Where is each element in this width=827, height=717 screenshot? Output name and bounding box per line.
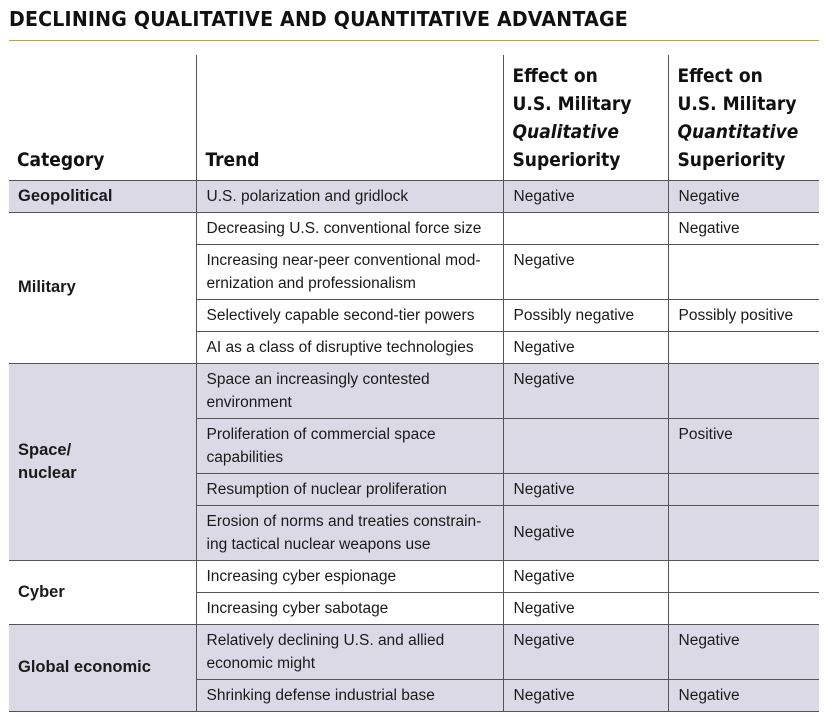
trend-line: Relatively declining U.S. and allied — [206, 631, 445, 649]
trend-cell — [196, 363, 503, 418]
trend-cell — [196, 505, 503, 560]
qualitative-cell: Negative — [503, 505, 668, 560]
trend-cell: Increasing cyber sabotage — [196, 592, 503, 624]
category-cell: Global economic — [9, 624, 196, 711]
category-cell: Cyber — [9, 560, 196, 624]
category-cell — [9, 363, 196, 560]
trend-cell — [196, 624, 503, 679]
quantitative-cell — [668, 363, 819, 418]
trend-cell: Selectively capable second-tier powers — [196, 299, 503, 331]
header-trend: Trend — [196, 55, 503, 180]
header-row — [9, 55, 819, 180]
quantitative-cell — [668, 505, 819, 560]
qualitative-cell: Negative — [503, 679, 668, 711]
quantitative-cell — [668, 331, 819, 363]
trend-cell: Increasing cyber espionage — [196, 560, 503, 592]
qualitative-cell: Negative — [503, 331, 668, 363]
trend-line: economic might — [206, 654, 316, 672]
table-row — [9, 212, 819, 244]
qualitative-cell: Negative — [503, 624, 668, 679]
table-row — [9, 180, 819, 212]
header-quant-line2: U.S. Military — [677, 92, 797, 115]
trend-cell: U.S. polarization and gridlock — [196, 180, 503, 212]
quantitative-cell: Positive — [668, 418, 819, 473]
quantitative-cell: Negative — [668, 679, 819, 711]
qualitative-cell: Negative — [503, 180, 668, 212]
table-row — [9, 560, 819, 592]
quantitative-cell: Negative — [668, 212, 819, 244]
quantitative-cell — [668, 244, 819, 299]
header-qual-line4: Superiority — [512, 148, 621, 171]
table-row — [9, 363, 819, 418]
header-quant-line4: Superiority — [677, 148, 786, 171]
table-title: DECLINING QUALITATIVE AND QUANTITATIVE ADVANTAGE — [9, 7, 628, 31]
qualitative-cell: Negative — [503, 363, 668, 418]
qualitative-cell — [503, 418, 668, 473]
trend-line: Proliferation of commercial space — [206, 425, 436, 443]
table-row — [9, 624, 819, 679]
trend-line: Space an increasingly contested — [206, 370, 430, 388]
header-category: Category — [9, 55, 196, 180]
header-qual-line3: Qualitative — [512, 120, 619, 143]
quantitative-cell: Negative — [668, 180, 819, 212]
header-qualitative — [503, 55, 668, 180]
qualitative-cell: Negative — [503, 244, 668, 299]
trend-line: capabilities — [206, 448, 284, 466]
trend-line: Erosion of norms and treaties constrain- — [206, 512, 482, 530]
trend-line: ernization and professionalism — [206, 274, 416, 292]
trend-line: Increasing near-peer conventional mod- — [206, 251, 481, 269]
header-quant-line3: Quantitative — [677, 120, 799, 143]
category-line: Space/ — [18, 440, 72, 459]
trend-line: ing tactical nuclear weapons use — [206, 535, 431, 553]
trend-line: environment — [206, 393, 292, 411]
qualitative-cell: Possibly negative — [503, 299, 668, 331]
category-cell: Geopolitical — [9, 180, 196, 212]
trend-cell: Resumption of nuclear proliferation — [196, 473, 503, 505]
header-qual-line2: U.S. Military — [512, 92, 632, 115]
title-rule — [9, 40, 819, 41]
qualitative-cell: Negative — [503, 592, 668, 624]
trend-cell — [196, 418, 503, 473]
category-cell: Military — [9, 212, 196, 363]
quantitative-cell: Negative — [668, 624, 819, 679]
category-line: nuclear — [18, 463, 77, 482]
qualitative-cell — [503, 212, 668, 244]
quantitative-cell: Possibly positive — [668, 299, 819, 331]
qualitative-cell: Negative — [503, 473, 668, 505]
header-qual-line1: Effect on — [512, 64, 598, 87]
trend-cell — [196, 244, 503, 299]
trend-cell: Decreasing U.S. conventional force size — [196, 212, 503, 244]
qualitative-cell: Negative — [503, 560, 668, 592]
trend-cell: AI as a class of disruptive technologies — [196, 331, 503, 363]
quantitative-cell — [668, 560, 819, 592]
quantitative-cell — [668, 592, 819, 624]
header-quant-line1: Effect on — [677, 64, 763, 87]
trend-table — [9, 55, 819, 712]
trend-cell: Shrinking defense industrial base — [196, 679, 503, 711]
header-quantitative — [668, 55, 819, 180]
quantitative-cell — [668, 473, 819, 505]
